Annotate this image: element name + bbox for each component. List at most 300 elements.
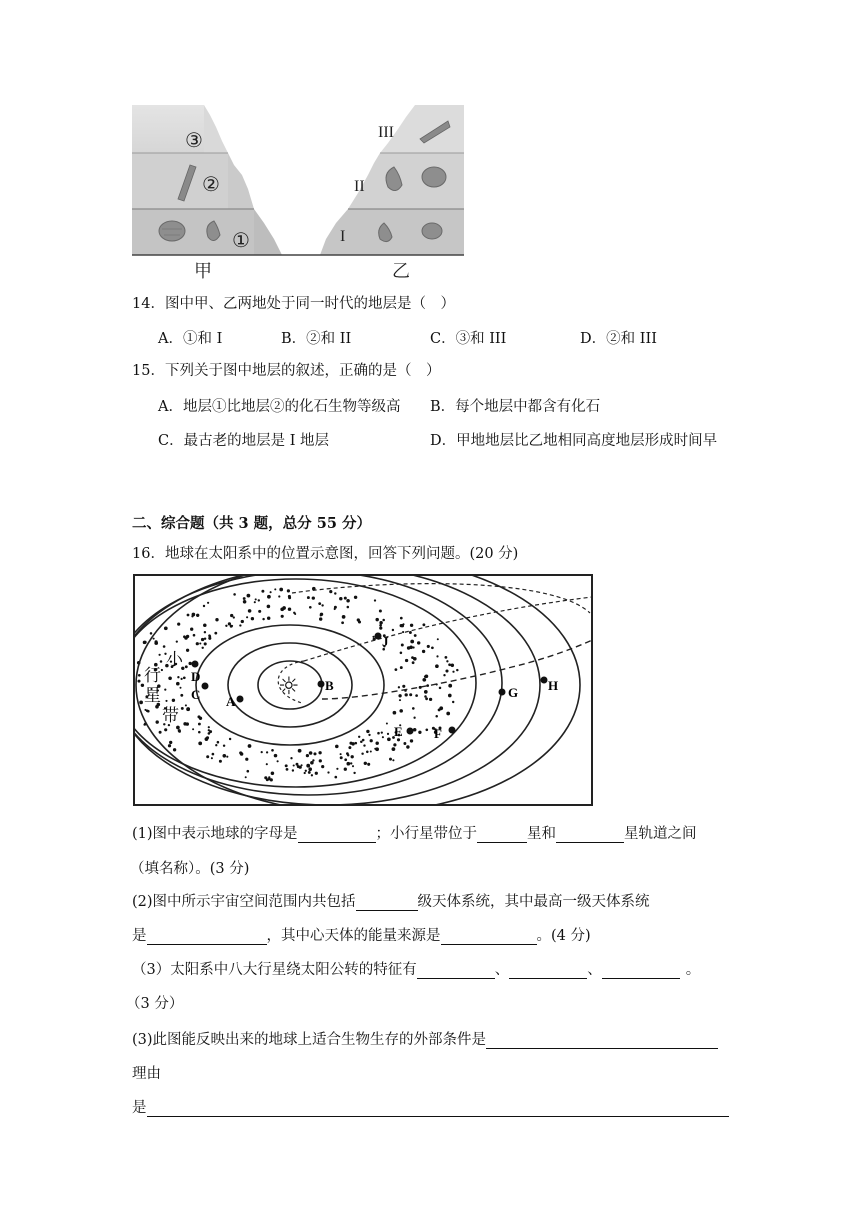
asteroid-dot: [375, 747, 379, 751]
asteroid-dot: [233, 593, 236, 596]
asteroid-dot: [285, 764, 288, 767]
asteroid-dot: [358, 736, 360, 738]
asteroid-dot: [144, 709, 146, 711]
sun-icon: ☼: [278, 672, 300, 700]
belt-label-char-2: 行: [144, 666, 161, 686]
asteroid-dot: [258, 599, 260, 601]
answer-blank-external-condition[interactable]: [486, 1032, 718, 1049]
asteroid-dot: [411, 656, 414, 659]
answer-blank-reason[interactable]: [147, 1100, 729, 1117]
asteroid-dot: [307, 596, 310, 599]
asteroid-dot: [363, 744, 365, 746]
asteroid-dot: [399, 709, 403, 713]
asteroid-dot: [315, 772, 318, 775]
asteroid-dot: [413, 717, 415, 719]
answer-blank-energy-source[interactable]: [441, 928, 537, 945]
q15-option-d: D．甲地地层比乙地相同高度地层形成时间早: [430, 433, 718, 449]
asteroid-dot: [347, 606, 350, 609]
planet-c-dot: [202, 683, 209, 690]
asteroid-dot: [180, 687, 182, 689]
asteroid-dot: [400, 617, 403, 620]
fossil-shell-icon: [422, 167, 446, 187]
asteroid-dot: [336, 768, 338, 770]
asteroid-dot: [309, 606, 312, 609]
asteroid-dot: [354, 596, 357, 599]
point-label-h: H: [548, 678, 559, 693]
asteroid-dot: [187, 614, 190, 617]
asteroid-dot: [409, 693, 412, 696]
answer-blank-system-levels[interactable]: [356, 894, 418, 911]
q16-part2-text-c: 是: [132, 928, 147, 944]
answer-blank-earth-letter[interactable]: [298, 826, 376, 843]
q16-part4-line2: 理由: [132, 1066, 161, 1082]
asteroid-dot: [311, 774, 313, 776]
point-label-g: G: [508, 685, 519, 700]
asteroid-dot: [245, 776, 247, 778]
q14-stem: 14．图中甲、乙两地处于同一时代的地层是（ ）: [132, 296, 455, 312]
asteroid-dot: [364, 762, 367, 765]
asteroid-dot: [198, 723, 201, 726]
asteroid-dot: [370, 739, 373, 742]
q16-part2-line2: [132, 924, 591, 945]
asteroid-dot: [412, 661, 415, 664]
asteroid-dot: [217, 741, 220, 744]
asteroid-dot: [261, 590, 264, 593]
asteroid-dot: [308, 771, 311, 774]
asteroid-dot: [362, 739, 365, 742]
asteroid-dot: [392, 629, 394, 631]
asteroid-dot: [241, 620, 244, 623]
layer-label-jia-1: ①: [232, 228, 250, 252]
asteroid-dot: [181, 678, 183, 680]
q16-part2-text-e: 。(4 分): [536, 928, 591, 944]
q16-part1-text-a: (1)图中表示地球的字母是: [132, 826, 298, 842]
asteroid-dot: [274, 588, 276, 590]
asteroid-dot: [202, 647, 204, 649]
asteroid-dot: [279, 588, 283, 592]
asteroid-dot: [248, 609, 252, 613]
asteroid-dot: [377, 732, 380, 735]
asteroid-dot: [286, 768, 289, 771]
point-label-a: A: [226, 694, 236, 709]
asteroid-dot: [436, 655, 438, 657]
asteroid-dot: [452, 671, 454, 673]
asteroid-dot: [176, 726, 180, 730]
asteroid-dot: [437, 638, 439, 640]
asteroid-dot: [155, 640, 158, 643]
q16-part4-text-c: 是: [132, 1100, 147, 1116]
asteroid-dot: [367, 763, 370, 766]
layer-label-yi-1: I: [340, 228, 346, 245]
asteroid-dot: [425, 697, 428, 700]
asteroid-dot: [321, 604, 323, 606]
q15-option-c: C．最古老的地层是 I 地层: [158, 433, 330, 449]
asteroid-dot: [219, 760, 222, 763]
asteroid-dot: [183, 676, 186, 679]
asteroid-dot: [266, 751, 268, 753]
asteroid-dot: [186, 707, 190, 711]
asteroid-dot: [451, 664, 455, 668]
asteroid-dot: [348, 746, 351, 749]
point-label-e: E: [394, 724, 403, 739]
planet-a-dot: [237, 696, 244, 703]
q16-part3-score: （3 分）: [126, 996, 184, 1012]
layer-label-yi-2: II: [354, 178, 365, 195]
solar-system-figure: [132, 573, 596, 809]
asteroid-dot: [435, 664, 439, 668]
q16-part2-text-d: ，其中心天体的能量来源是: [266, 928, 441, 944]
asteroid-dot: [203, 624, 207, 628]
asteroid-dot: [288, 595, 291, 598]
asteroid-dot: [230, 614, 233, 617]
asteroid-dot: [172, 699, 175, 702]
asteroid-dot: [431, 646, 434, 649]
asteroid-dot: [308, 767, 312, 771]
asteroid-dot: [178, 729, 181, 732]
strata-figure: [130, 103, 468, 283]
q16-part3-sep-1: 、: [494, 962, 510, 978]
asteroid-dot: [406, 745, 409, 748]
asteroid-dot: [305, 770, 307, 772]
asteroid-dot: [258, 610, 261, 613]
answer-blank-feature-1[interactable]: [417, 962, 495, 979]
asteroid-dot: [204, 631, 206, 633]
asteroid-dot: [401, 644, 404, 647]
asteroid-dot: [309, 751, 313, 755]
asteroid-dot: [198, 742, 202, 746]
asteroid-dot: [267, 595, 271, 599]
asteroid-dot: [231, 625, 233, 627]
asteroid-dot: [379, 621, 382, 624]
asteroid-dot: [192, 728, 194, 730]
asteroid-dot: [415, 694, 418, 697]
asteroid-dot: [327, 771, 329, 773]
asteroid-dot: [413, 646, 415, 648]
asteroid-dot: [389, 758, 392, 761]
asteroid-dot: [262, 618, 264, 620]
answer-blank-planet-1[interactable]: [477, 826, 527, 843]
asteroid-dot: [190, 628, 193, 631]
asteroid-dot: [355, 742, 358, 745]
layer-jia-2-edge: [228, 153, 254, 209]
planet-g-dot: [499, 689, 506, 696]
asteroid-dot: [438, 708, 441, 711]
asteroid-dot: [422, 678, 426, 682]
asteroid-dot: [201, 638, 204, 641]
asteroid-dot: [251, 617, 254, 620]
asteroid-dot: [410, 624, 413, 627]
point-label-c: C: [191, 687, 201, 702]
q16-part3-sep-2: 、: [587, 962, 602, 978]
q16-part4-text-a: (3)此图能反映出来的地球上适合生物生存的外部条件是: [132, 1032, 487, 1048]
asteroid-dot: [185, 665, 188, 668]
asteroid-dot: [352, 765, 354, 767]
asteroid-dot: [335, 745, 339, 749]
asteroid-dot: [168, 677, 172, 681]
asteroid-dot: [375, 741, 378, 744]
asteroid-dot: [422, 650, 425, 653]
section-title: 二、综合题（共 3 题，总分 55 分）: [132, 515, 371, 532]
asteroid-dot: [382, 736, 384, 738]
asteroid-dot: [334, 592, 336, 594]
asteroid-dot: [422, 623, 425, 626]
asteroid-dot: [358, 620, 361, 623]
asteroid-dot: [229, 738, 231, 740]
asteroid-dot: [402, 685, 405, 688]
asteroid-dot: [246, 770, 249, 773]
asteroid-dot: [368, 734, 370, 736]
asteroid-dot: [372, 636, 374, 638]
q15-option-a: A．地层①比地层②的化石生物等级高: [158, 399, 401, 415]
asteroid-dot: [382, 619, 385, 622]
q14-option-c: C．③和 III: [430, 331, 507, 347]
asteroid-dot: [301, 764, 303, 766]
asteroid-dot: [445, 656, 448, 659]
layer-yi-2: [348, 153, 464, 209]
q16-part1-text-b: ；小行星带位于: [375, 826, 478, 842]
asteroid-dot: [334, 606, 337, 609]
asteroid-dot: [304, 772, 306, 774]
asteroid-dot: [340, 756, 343, 759]
asteroid-dot: [137, 680, 140, 683]
asteroid-dot: [395, 668, 398, 671]
asteroid-dot: [374, 599, 376, 601]
asteroid-dot: [144, 641, 147, 644]
asteroid-dot: [274, 754, 278, 758]
asteroid-dot: [184, 636, 188, 640]
q15-option-b: B．每个地层中都含有化石: [430, 399, 601, 415]
asteroid-dot: [400, 652, 403, 655]
asteroid-dot: [186, 649, 189, 652]
asteroid-dot: [445, 669, 448, 672]
fossil-shell-icon: [159, 221, 185, 241]
asteroid-dot: [206, 736, 209, 739]
asteroid-dot: [266, 763, 268, 765]
point-label-j: J: [382, 634, 389, 649]
asteroid-dot: [214, 632, 217, 635]
asteroid-dot: [318, 751, 321, 754]
q16-part1-line1: [132, 822, 697, 843]
asteroid-dot: [387, 733, 389, 735]
asteroid-dot: [381, 731, 383, 733]
asteroid-dot: [197, 715, 200, 718]
asteroid-dot: [403, 742, 406, 745]
asteroid-dot: [344, 768, 347, 771]
q16-part4-line3: [132, 1096, 729, 1117]
asteroid-dot: [351, 742, 354, 745]
planet-j-dot: [375, 633, 382, 640]
asteroid-dot: [165, 700, 167, 702]
asteroid-dot: [176, 682, 180, 686]
asteroid-dot: [452, 701, 454, 703]
answer-blank-planet-2[interactable]: [556, 826, 624, 843]
asteroid-dot: [160, 660, 163, 663]
asteroid-dot: [410, 640, 414, 644]
q16-part2-line1: [132, 890, 650, 911]
asteroid-dot: [424, 690, 428, 694]
answer-blank-feature-3[interactable]: [602, 962, 680, 979]
asteroid-dot: [346, 599, 350, 603]
asteroid-dot: [156, 720, 159, 723]
asteroid-dot: [208, 634, 211, 637]
q15-stem: 15．下列关于图中地层的叙述，正确的是（ ）: [132, 363, 441, 379]
q16-part3-text-a: （3）太阳系中八大行星绕太阳公转的特征有: [132, 962, 417, 978]
asteroid-dot: [344, 758, 347, 761]
q16-part2-text-b: 级天体系统，其中最高一级天体系统: [417, 894, 650, 910]
answer-blank-feature-2[interactable]: [509, 962, 587, 979]
asteroid-dot: [261, 751, 263, 753]
asteroid-dot: [321, 765, 324, 768]
asteroid-dot: [191, 615, 193, 617]
asteroid-dot: [266, 778, 269, 781]
asteroid-dot: [351, 755, 354, 758]
asteroid-dot: [375, 618, 378, 621]
asteroid-dot: [246, 616, 248, 618]
layer-label-jia-3: ③: [185, 128, 203, 152]
asteroid-dot: [233, 616, 235, 618]
asteroid-dot: [310, 761, 314, 765]
layer-label-jia-2: ②: [202, 172, 220, 196]
asteroid-dot: [448, 684, 452, 688]
asteroid-dot: [180, 694, 183, 697]
asteroid-dot: [313, 752, 316, 755]
asteroid-dot: [138, 674, 141, 677]
asteroid-dot: [334, 776, 337, 779]
asteroid-dot: [271, 772, 275, 776]
asteroid-dot: [398, 686, 400, 688]
asteroid-dot: [446, 660, 448, 662]
q16-stem: 16．地球在太阳系中的位置示意图，回答下列问题。(20 分): [132, 546, 519, 562]
asteroid-dot: [282, 606, 286, 610]
asteroid-dot: [306, 754, 309, 757]
planet-b-dot: [318, 681, 325, 688]
asteroid-dot: [344, 597, 347, 600]
q16-part1-text-c: 星和: [527, 826, 557, 842]
asteroid-dot: [417, 641, 420, 644]
asteroid-dot: [278, 595, 280, 597]
asteroid-dot: [353, 772, 355, 774]
q16-part3-line1: [132, 958, 700, 979]
asteroid-dot: [306, 764, 310, 768]
asteroid-dot: [215, 744, 217, 746]
asteroid-dot: [329, 590, 332, 593]
asteroid-dot: [425, 674, 429, 678]
asteroid-dot: [164, 626, 168, 630]
asteroid-dot: [267, 616, 270, 619]
asteroid-dot: [366, 751, 369, 754]
asteroid-dot: [245, 758, 248, 761]
asteroid-dot: [292, 769, 294, 771]
planet-f-dot: [449, 727, 456, 734]
asteroid-dot: [177, 623, 180, 626]
asteroid-dot: [446, 712, 450, 716]
asteroid-dot: [393, 711, 397, 715]
asteroid-dot: [158, 654, 160, 656]
asteroid-dot: [228, 622, 231, 625]
asteroid-dot: [208, 637, 211, 640]
q14-option-b: B．②和 II: [281, 331, 352, 347]
asteroid-dot: [161, 669, 163, 671]
asteroid-dot: [268, 776, 270, 778]
asteroid-dot: [288, 607, 291, 610]
layer-jia-1-edge: [254, 209, 282, 255]
asteroid-dot: [267, 605, 271, 609]
asteroid-dot: [293, 612, 295, 614]
asteroid-dot: [379, 609, 382, 612]
asteroid-dot: [407, 646, 410, 649]
asteroid-dot: [347, 754, 349, 756]
asteroid-dot: [341, 621, 344, 624]
q16-part2-text-a: (2)图中所示宇宙空间范围内共包括: [132, 894, 356, 910]
asteroid-dot: [243, 597, 246, 600]
asteroid-dot: [392, 759, 394, 761]
asteroid-dot: [173, 748, 176, 751]
asteroid-dot: [181, 707, 184, 710]
asteroid-dot: [168, 744, 171, 747]
q16-part3-end: 。: [685, 962, 701, 978]
asteroid-dot: [410, 739, 413, 742]
q16-part1-text-d: 星轨道之间: [624, 826, 697, 842]
point-label-d: D: [191, 669, 201, 684]
asteroid-dot: [153, 638, 155, 640]
asteroid-dot: [193, 634, 196, 637]
asteroid-dot: [350, 762, 352, 764]
asteroid-dot: [387, 737, 391, 741]
asteroid-dot: [163, 645, 166, 648]
asteroid-dot: [435, 715, 438, 718]
asteroid-dot: [319, 759, 322, 762]
asteroid-dot: [379, 627, 382, 630]
point-label-f: F: [434, 726, 442, 741]
asteroid-dot: [271, 749, 274, 752]
asteroid-dot: [290, 757, 292, 759]
asteroid-dot: [199, 642, 201, 644]
asteroid-dot: [393, 743, 396, 746]
asteroid-dot: [177, 676, 179, 678]
asteroid-dot: [169, 741, 172, 744]
asteroid-dot: [206, 755, 209, 758]
asteroid-dot: [318, 602, 321, 605]
point-label-b: B: [325, 678, 334, 693]
asteroid-dot: [147, 710, 150, 713]
asteroid-dot: [176, 640, 178, 642]
asteroid-dot: [429, 698, 432, 701]
asteroid-dot: [405, 693, 408, 696]
asteroid-dot: [443, 674, 445, 676]
asteroid-dot: [418, 731, 421, 734]
asteroid-dot: [239, 624, 241, 626]
asteroid-dot: [196, 614, 199, 617]
asteroid-dot: [312, 596, 315, 599]
asteroid-dot: [254, 601, 256, 603]
asteroid-dot: [414, 634, 417, 637]
asteroid-dot: [215, 618, 218, 621]
asteroid-dot: [204, 642, 207, 645]
belt-label-char-1: 小: [166, 650, 183, 670]
asteroid-dot: [287, 589, 290, 592]
asteroid-dot: [247, 594, 251, 598]
asteroid-dot: [207, 602, 209, 604]
asteroid-dot: [164, 689, 166, 691]
answer-blank-highest-system[interactable]: [147, 928, 267, 945]
asteroid-dot: [370, 750, 372, 752]
q14-option-a: A．①和 I: [158, 331, 223, 347]
asteroid-dot: [143, 723, 145, 725]
asteroid-dot: [346, 762, 350, 766]
layer-label-yi-3: III: [378, 124, 394, 141]
q16-part4-line1: [132, 1028, 718, 1049]
asteroid-dot: [255, 598, 257, 600]
